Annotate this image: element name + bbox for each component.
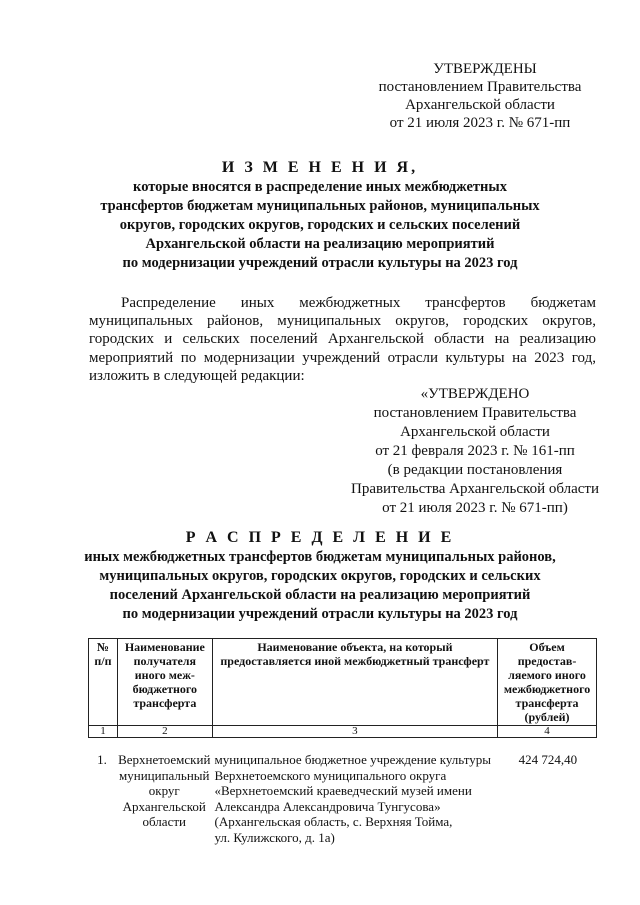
table-numbering-row: [89, 726, 597, 738]
approval2-line: Правительства Архангельской области: [350, 481, 599, 497]
distribution-table-body: [88, 752, 597, 846]
paragraph-line: мероприятий по модернизации учреждений отрасли культуры на 2023 год,: [89, 349, 596, 366]
changes-subtitle-line: по модернизации учреждений отрасли культуры на 2023 год: [122, 255, 518, 271]
approval2-line: постановлением Правительства: [373, 405, 577, 421]
changes-subtitle-line: округов, городских округов, городских и сельских поселений: [119, 217, 521, 233]
recipient-line: округ: [148, 783, 180, 799]
object-line: ул. Кулижского, д. 1а): [214, 829, 335, 845]
approval2-line: от 21 июля 2023 г. № 671-пп): [382, 500, 568, 516]
object-line: (Архангельская область, с. Верхняя Тойма,: [214, 814, 453, 830]
recipient-line: Верхнетоемский: [118, 752, 211, 767]
changes-subtitle-line: Архангельской области на реализацию мероприятий: [145, 236, 495, 252]
table-row: [88, 752, 597, 846]
distribution-subtitle-line: муниципальных округов, городских округов, городских и сельских: [99, 568, 541, 584]
distribution-title: Р А С П Р Е Д Е Л Е Н И Е: [185, 529, 455, 546]
object-line: Александра Александровича Тунгусова»: [214, 798, 441, 814]
approval2-line: Архангельской области: [400, 424, 550, 440]
column-header-object: Наименование объекта, на который предоставляется иной межбюджетный трансферт: [212, 639, 497, 726]
object-line: «Верхнетоемский краеведческий музей имени: [214, 783, 472, 799]
approval-line: Архангельской области: [405, 97, 555, 113]
approval2-line: «УТВЕРЖДЕНО: [420, 386, 530, 402]
column-number: 2: [117, 726, 212, 738]
column-header-number: № п/п: [89, 639, 118, 726]
distribution-heading: [60, 528, 580, 624]
approval2-line: (в редакции постановления: [387, 462, 563, 478]
paragraph-line: Распределение иных межбюджетных трансфертов бюджетам: [121, 295, 596, 311]
distribution-subtitle-line: поселений Архангельской области на реализацию мероприятий: [109, 587, 531, 603]
recipient-line: Архангельской: [122, 798, 206, 814]
changes-subtitle-line: которые вносятся в распределение иных межбюджетных: [133, 179, 507, 195]
distribution-subtitle-line: по модернизации учреждений отрасли культуры на 2023 год: [122, 606, 518, 622]
paragraph-line: городских и сельских поселений Архангельской области на реализацию: [89, 331, 596, 348]
table-header-row: [89, 639, 597, 726]
row-object: [212, 752, 498, 846]
distribution-subtitle-line: иных межбюджетных трансфертов бюджетам муниципальных районов,: [84, 549, 556, 565]
column-header-recipient: Наименование получателя иного меж-бюджетного трансферта: [117, 639, 212, 726]
approval-title: УТВЕРЖДЕНЫ: [433, 61, 537, 77]
row-recipient: [116, 752, 212, 846]
row-number: 1.: [97, 752, 107, 767]
object-line: муниципальное бюджетное учреждение культуры: [214, 752, 491, 767]
recipient-line: муниципальный: [119, 767, 210, 783]
recipient-line: области: [142, 814, 186, 830]
paragraph-line: изложить в следующей редакции:: [89, 367, 305, 384]
changes-subtitle-line: трансфертов бюджетам муниципальных районов, муниципальных: [100, 198, 540, 214]
column-number: 3: [212, 726, 497, 738]
changes-heading: [60, 158, 580, 273]
row-amount: 424 724,40: [518, 752, 578, 767]
approval-block-2: [330, 385, 620, 518]
object-line: Верхнетоемского муниципального округа: [214, 767, 447, 783]
body-paragraph: [89, 294, 596, 385]
column-number: 1: [89, 726, 118, 738]
approval2-line: от 21 февраля 2023 г. № 161-пп: [375, 443, 575, 459]
column-number: 4: [498, 726, 597, 738]
approval-line: от 21 июля 2023 г. № 671-пп: [389, 115, 571, 131]
column-header-amount: Объем предостав-ляемого иного межбюджетного трансферта (рублей): [498, 639, 597, 726]
approval-block: [355, 60, 605, 132]
approval-line: постановлением Правительства: [378, 79, 582, 95]
paragraph-line: муниципальных районов, муниципальных округов, городских округов,: [89, 313, 596, 330]
changes-title: И З М Е Н Е Н И Я,: [221, 159, 419, 176]
distribution-table-header: [88, 638, 597, 738]
